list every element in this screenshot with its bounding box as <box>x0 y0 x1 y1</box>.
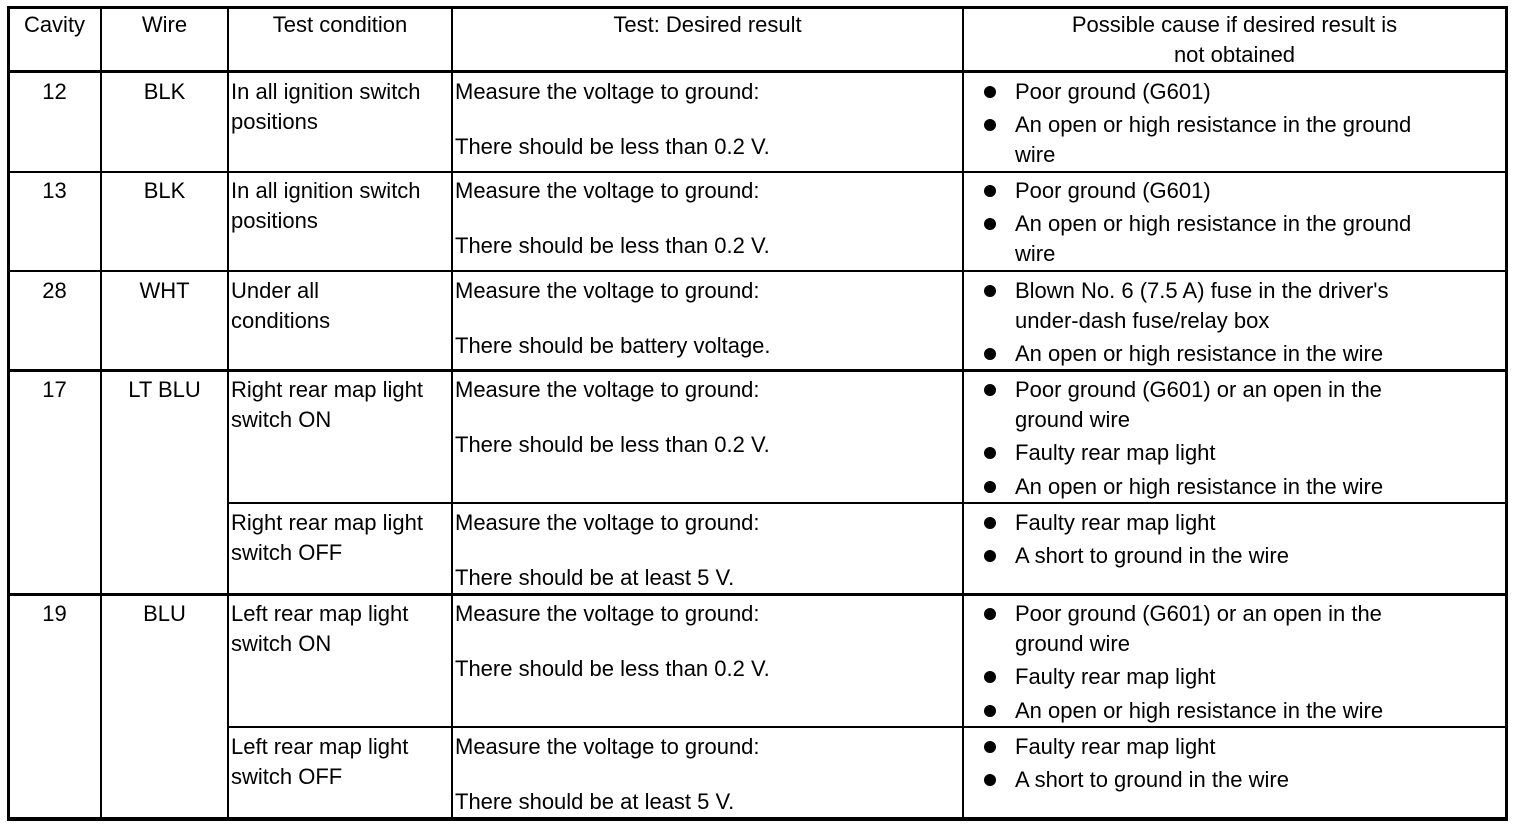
cell-measure-instruction: Measure the voltage to ground: <box>455 79 760 104</box>
cell-expected-result: There should be at least 5 V. <box>455 789 735 814</box>
cell-cavity: 19 <box>42 601 67 626</box>
cause-item: Faulty rear map light <box>1015 664 1216 689</box>
bullet-icon <box>984 348 996 360</box>
subrow-divider <box>227 726 1508 728</box>
bullet-icon <box>984 447 996 459</box>
cell-test-condition-cont: switch OFF <box>231 540 343 565</box>
cell-test-condition: Right rear map light <box>231 377 423 402</box>
cause-item: An open or high resistance in the ground <box>1015 112 1412 137</box>
cell-measure-instruction: Measure the voltage to ground: <box>455 377 760 402</box>
bullet-icon <box>984 705 996 717</box>
cause-item: A short to ground in the wire <box>1015 767 1289 792</box>
cause-item: Faulty rear map light <box>1015 510 1216 535</box>
header-separator <box>7 70 1508 73</box>
header-cavity: Cavity <box>23 12 86 37</box>
cell-wire: WHT <box>139 278 190 303</box>
bullet-icon <box>984 86 996 98</box>
cell-expected-result: There should be at least 5 V. <box>455 565 735 590</box>
bullet-icon <box>984 671 996 683</box>
cause-item-cont: wire <box>1015 142 1056 167</box>
cause-item-cont: ground wire <box>1015 631 1130 656</box>
header-desired-result: Test: Desired result <box>613 12 802 37</box>
cause-item: Faulty rear map light <box>1015 440 1216 465</box>
cause-item: Poor ground (G601) <box>1015 178 1211 203</box>
cause-item: Faulty rear map light <box>1015 734 1216 759</box>
bullet-icon <box>984 119 996 131</box>
cell-expected-result: There should be less than 0.2 V. <box>455 432 770 457</box>
cell-test-condition: In all ignition switch <box>231 178 421 203</box>
cell-test-condition: Under all <box>231 278 320 303</box>
cell-wire: LT BLU <box>128 377 201 402</box>
bullet-icon <box>984 481 996 493</box>
cell-cavity: 17 <box>42 377 67 402</box>
cause-item: Poor ground (G601) <box>1015 79 1211 104</box>
bullet-icon <box>984 741 996 753</box>
cause-item: Poor ground (G601) or an open in the <box>1015 601 1382 626</box>
cell-cavity: 13 <box>42 178 67 203</box>
column-divider <box>227 6 229 821</box>
bullet-icon <box>984 517 996 529</box>
cell-expected-result: There should be less than 0.2 V. <box>455 233 770 258</box>
bullet-icon <box>984 285 996 297</box>
row-divider <box>7 171 1508 173</box>
cause-item: Poor ground (G601) or an open in the <box>1015 377 1382 402</box>
header-test-condition: Test condition <box>272 12 408 37</box>
cause-item: An open or high resistance in the wire <box>1015 341 1384 366</box>
header-possible-cause-cont: not obtained <box>1173 42 1296 67</box>
cell-test-condition-cont: switch OFF <box>231 764 343 789</box>
column-divider <box>100 6 102 821</box>
cell-cavity: 12 <box>42 79 67 104</box>
table-border-bottom <box>7 817 1508 821</box>
cause-item-cont: under-dash fuse/relay box <box>1015 308 1270 333</box>
row-divider <box>7 369 1508 372</box>
cause-item-cont: wire <box>1015 241 1056 266</box>
cell-test-condition: Left rear map light <box>231 734 409 759</box>
bullet-icon <box>984 608 996 620</box>
cell-test-condition: Left rear map light <box>231 601 409 626</box>
cell-expected-result: There should be battery voltage. <box>455 333 771 358</box>
table-border-left <box>7 6 10 821</box>
cell-measure-instruction: Measure the voltage to ground: <box>455 601 760 626</box>
cell-expected-result: There should be less than 0.2 V. <box>455 134 770 159</box>
cell-measure-instruction: Measure the voltage to ground: <box>455 178 760 203</box>
column-divider <box>451 6 453 821</box>
header-possible-cause: Possible cause if desired result is <box>1071 12 1398 37</box>
bullet-icon <box>984 218 996 230</box>
cell-measure-instruction: Measure the voltage to ground: <box>455 734 760 759</box>
cell-measure-instruction: Measure the voltage to ground: <box>455 510 760 535</box>
subrow-divider <box>227 502 1508 504</box>
cell-wire: BLU <box>143 601 186 626</box>
table-border-right <box>1505 6 1508 821</box>
cell-expected-result: There should be less than 0.2 V. <box>455 656 770 681</box>
cell-cavity: 28 <box>42 278 67 303</box>
bullet-icon <box>984 550 996 562</box>
cell-test-condition-cont: switch ON <box>231 407 332 432</box>
column-divider <box>962 6 964 821</box>
cause-item-cont: ground wire <box>1015 407 1130 432</box>
bullet-icon <box>984 774 996 786</box>
cause-item: An open or high resistance in the wire <box>1015 474 1384 499</box>
cell-test-condition-cont: conditions <box>231 308 331 333</box>
cell-test-condition: In all ignition switch <box>231 79 421 104</box>
cell-wire: BLK <box>143 178 186 203</box>
row-divider <box>7 270 1508 272</box>
cause-item: A short to ground in the wire <box>1015 543 1289 568</box>
bullet-icon <box>984 384 996 396</box>
cause-item: Blown No. 6 (7.5 A) fuse in the driver's <box>1015 278 1389 303</box>
header-wire: Wire <box>141 12 188 37</box>
cell-measure-instruction: Measure the voltage to ground: <box>455 278 760 303</box>
cell-test-condition-cont: positions <box>231 109 318 134</box>
cause-item: An open or high resistance in the wire <box>1015 698 1384 723</box>
table-border-top <box>7 6 1508 9</box>
cell-wire: BLK <box>143 79 186 104</box>
cell-test-condition-cont: positions <box>231 208 318 233</box>
cell-test-condition-cont: switch ON <box>231 631 332 656</box>
cell-test-condition: Right rear map light <box>231 510 423 535</box>
bullet-icon <box>984 185 996 197</box>
row-divider <box>7 593 1508 596</box>
cause-item: An open or high resistance in the ground <box>1015 211 1412 236</box>
